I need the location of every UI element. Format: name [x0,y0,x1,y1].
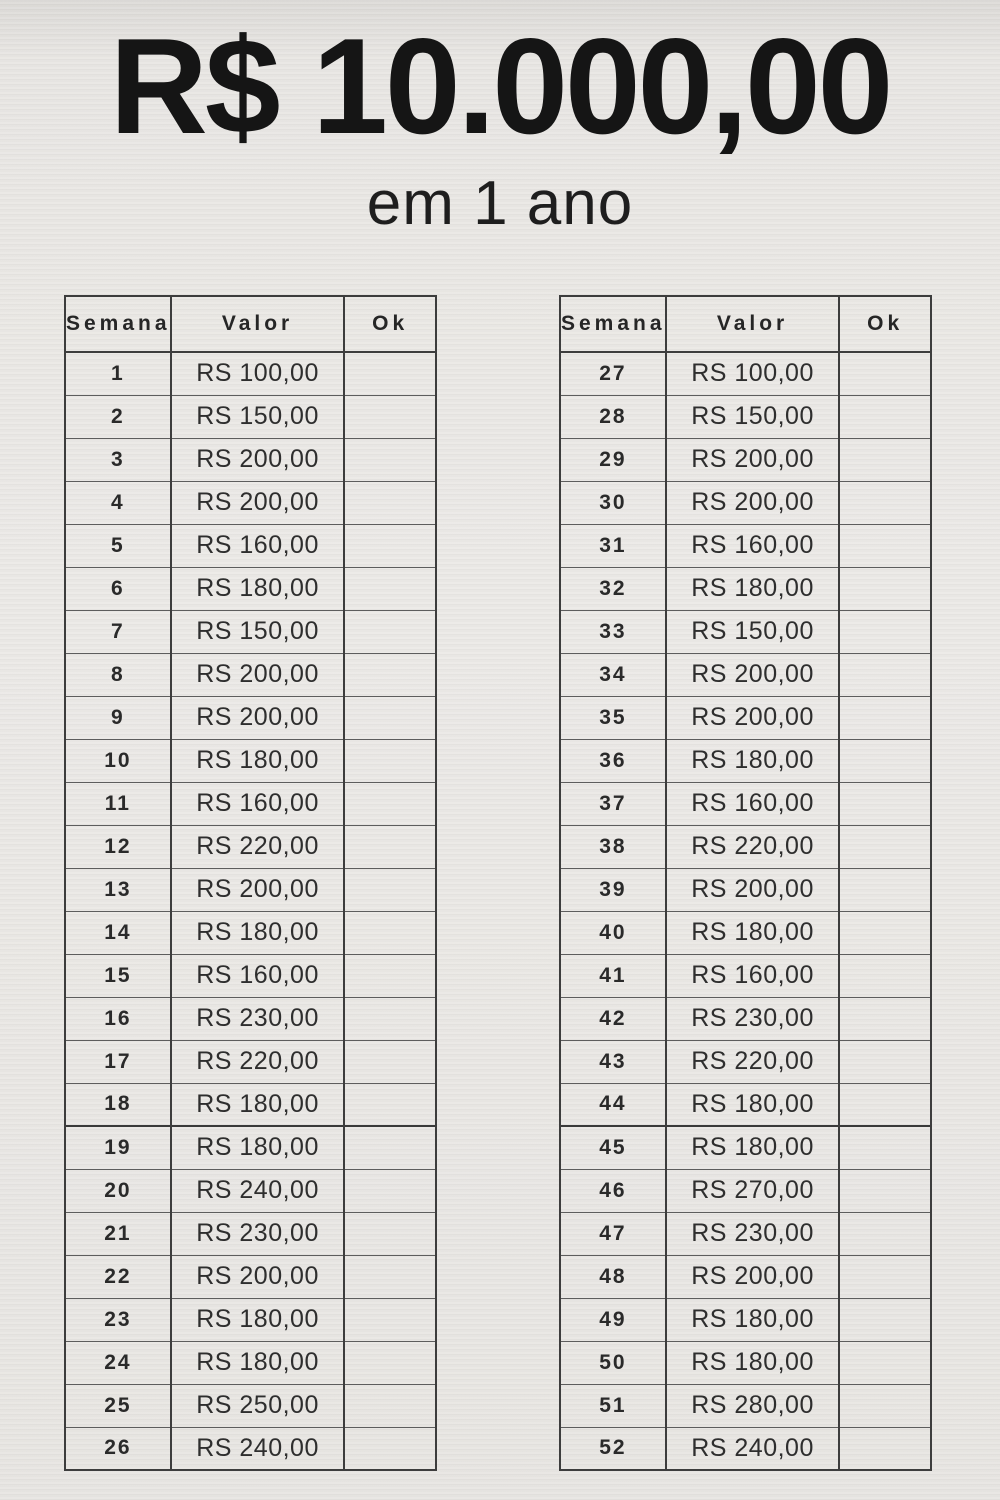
ok-cell [344,1040,436,1083]
table-row [560,524,931,567]
value-cell: RS 200,00 [171,653,345,696]
table-row [560,997,931,1040]
table-row [560,825,931,868]
value-cell: RS 180,00 [171,739,345,782]
value-cell: RS 240,00 [171,1169,345,1212]
ok-cell [839,567,931,610]
column-header-semana: Semana [560,296,666,352]
table-row [560,868,931,911]
column-header-semana: Semana [65,296,171,352]
week-cell: 26 [65,1427,171,1470]
ok-cell [839,481,931,524]
value-cell: RS 180,00 [666,1341,840,1384]
week-cell: 23 [65,1298,171,1341]
value-cell: RS 220,00 [666,1040,840,1083]
table-row [65,1427,436,1470]
page-subtitle: em 1 ano [366,169,634,238]
ok-cell [839,739,931,782]
ok-cell [839,997,931,1040]
value-cell: RS 180,00 [171,567,345,610]
value-cell: RS 160,00 [171,782,345,825]
week-cell: 3 [65,438,171,481]
week-cell: 38 [560,825,666,868]
value-cell: RS 180,00 [666,567,840,610]
week-cell: 27 [560,352,666,395]
week-cell: 50 [560,1341,666,1384]
ok-cell [344,739,436,782]
value-cell: RS 200,00 [666,481,840,524]
table-row [65,1255,436,1298]
ok-cell [839,1384,931,1427]
ok-cell [344,653,436,696]
value-cell: RS 200,00 [666,653,840,696]
ok-cell [839,1212,931,1255]
column-header-valor: Valor [171,296,345,352]
table-row [560,1427,931,1470]
value-cell: RS 180,00 [171,1083,345,1126]
value-cell: RS 200,00 [666,868,840,911]
week-cell: 14 [65,911,171,954]
value-cell: RS 200,00 [666,1255,840,1298]
value-cell: RS 180,00 [666,1083,840,1126]
value-cell: RS 180,00 [171,1126,345,1169]
value-cell: RS 200,00 [171,868,345,911]
table-row [560,610,931,653]
table-row [560,911,931,954]
week-cell: 4 [65,481,171,524]
week-cell: 48 [560,1255,666,1298]
week-cell: 35 [560,696,666,739]
week-cell: 5 [65,524,171,567]
week-cell: 29 [560,438,666,481]
week-cell: 25 [65,1384,171,1427]
week-cell: 37 [560,782,666,825]
table-row [65,739,436,782]
week-cell: 34 [560,653,666,696]
value-cell: RS 220,00 [171,825,345,868]
ok-cell [344,610,436,653]
value-cell: RS 200,00 [171,696,345,739]
ok-cell [839,352,931,395]
ok-cell [839,395,931,438]
table-header-row [65,296,436,352]
value-cell: RS 160,00 [666,782,840,825]
table-row [65,1169,436,1212]
value-cell: RS 200,00 [171,1255,345,1298]
table-row [65,481,436,524]
ok-cell [839,911,931,954]
value-cell: RS 180,00 [666,911,840,954]
week-cell: 6 [65,567,171,610]
ok-cell [344,352,436,395]
table-row [65,1040,436,1083]
ok-cell [839,524,931,567]
weeks-table-first-half [64,295,437,1471]
page-title: R$ 10.000,00 [109,10,891,162]
value-cell: RS 160,00 [171,524,345,567]
value-cell: RS 230,00 [666,1212,840,1255]
week-cell: 15 [65,954,171,997]
table-row [560,481,931,524]
week-cell: 41 [560,954,666,997]
table-row [560,782,931,825]
value-cell: RS 180,00 [171,911,345,954]
value-cell: RS 240,00 [171,1427,345,1470]
ok-cell [344,868,436,911]
week-cell: 36 [560,739,666,782]
value-cell: RS 160,00 [666,524,840,567]
ok-cell [344,481,436,524]
value-cell: RS 240,00 [666,1427,840,1470]
ok-cell [344,524,436,567]
week-cell: 20 [65,1169,171,1212]
week-cell: 52 [560,1427,666,1470]
table-row [65,567,436,610]
table-row [560,1255,931,1298]
ok-cell [344,1083,436,1126]
ok-cell [344,1169,436,1212]
ok-cell [839,1083,931,1126]
week-cell: 10 [65,739,171,782]
column-header-ok: Ok [839,296,931,352]
week-cell: 11 [65,782,171,825]
table-row [560,696,931,739]
value-cell: RS 180,00 [171,1298,345,1341]
value-cell: RS 180,00 [666,1298,840,1341]
table-row [560,739,931,782]
ok-cell [344,1255,436,1298]
week-cell: 17 [65,1040,171,1083]
table-row [560,438,931,481]
table-row [65,997,436,1040]
ok-cell [344,395,436,438]
value-cell: RS 200,00 [171,438,345,481]
table-row [65,524,436,567]
ok-cell [839,610,931,653]
value-cell: RS 270,00 [666,1169,840,1212]
week-cell: 28 [560,395,666,438]
value-cell: RS 150,00 [666,610,840,653]
value-cell: RS 180,00 [666,1126,840,1169]
week-cell: 2 [65,395,171,438]
table-row [65,610,436,653]
value-cell: RS 250,00 [171,1384,345,1427]
table-body [560,352,931,1470]
week-cell: 32 [560,567,666,610]
table-row [65,1341,436,1384]
ok-cell [839,1126,931,1169]
value-cell: RS 220,00 [666,825,840,868]
week-cell: 9 [65,696,171,739]
week-cell: 13 [65,868,171,911]
value-cell: RS 280,00 [666,1384,840,1427]
ok-cell [839,1255,931,1298]
table-row [65,696,436,739]
week-cell: 44 [560,1083,666,1126]
ok-cell [344,1427,436,1470]
table-row [65,782,436,825]
ok-cell [344,782,436,825]
table-row [560,352,931,395]
table-row [65,653,436,696]
table-row [560,395,931,438]
week-cell: 33 [560,610,666,653]
ok-cell [344,438,436,481]
ok-cell [344,1384,436,1427]
ok-cell [839,1040,931,1083]
ok-cell [344,1341,436,1384]
table-row [560,1341,931,1384]
table-row [560,1298,931,1341]
value-cell: RS 150,00 [171,610,345,653]
ok-cell [344,1212,436,1255]
ok-cell [839,696,931,739]
week-cell: 40 [560,911,666,954]
ok-cell [839,868,931,911]
value-cell: RS 150,00 [171,395,345,438]
table-row [65,868,436,911]
week-cell: 8 [65,653,171,696]
ok-cell [344,1298,436,1341]
table-row [65,1212,436,1255]
week-cell: 22 [65,1255,171,1298]
value-cell: RS 180,00 [171,1341,345,1384]
ok-cell [839,1341,931,1384]
week-cell: 1 [65,352,171,395]
table-row [560,1083,931,1126]
week-cell: 19 [65,1126,171,1169]
table-row [65,1298,436,1341]
week-cell: 49 [560,1298,666,1341]
value-cell: RS 200,00 [666,438,840,481]
ok-cell [839,1298,931,1341]
table-row [65,1083,436,1126]
table-row [65,1126,436,1169]
week-cell: 18 [65,1083,171,1126]
value-cell: RS 220,00 [171,1040,345,1083]
value-cell: RS 230,00 [171,997,345,1040]
ok-cell [839,653,931,696]
week-cell: 16 [65,997,171,1040]
value-cell: RS 200,00 [666,696,840,739]
table-row [560,1169,931,1212]
value-cell: RS 180,00 [666,739,840,782]
table-row [560,1384,931,1427]
tables-container [64,295,932,1471]
value-cell: RS 160,00 [171,954,345,997]
week-cell: 51 [560,1384,666,1427]
table-row [560,653,931,696]
value-cell: RS 230,00 [171,1212,345,1255]
value-cell: RS 150,00 [666,395,840,438]
week-cell: 42 [560,997,666,1040]
value-cell: RS 200,00 [171,481,345,524]
table-row [65,911,436,954]
week-cell: 12 [65,825,171,868]
week-cell: 7 [65,610,171,653]
week-cell: 46 [560,1169,666,1212]
value-cell: RS 100,00 [171,352,345,395]
ok-cell [839,825,931,868]
ok-cell [344,567,436,610]
value-cell: RS 100,00 [666,352,840,395]
table-row [560,1126,931,1169]
weeks-table-second-half [559,295,932,1471]
table-row [65,438,436,481]
table-row [65,954,436,997]
week-cell: 43 [560,1040,666,1083]
column-header-valor: Valor [666,296,840,352]
week-cell: 30 [560,481,666,524]
table-row [560,567,931,610]
week-cell: 47 [560,1212,666,1255]
week-cell: 24 [65,1341,171,1384]
table-row [65,825,436,868]
table-header-row [560,296,931,352]
ok-cell [344,696,436,739]
ok-cell [344,997,436,1040]
value-cell: RS 230,00 [666,997,840,1040]
table-row [560,1040,931,1083]
value-cell: RS 160,00 [666,954,840,997]
table-row [65,1384,436,1427]
ok-cell [839,954,931,997]
ok-cell [344,825,436,868]
table-row [65,395,436,438]
ok-cell [344,954,436,997]
column-header-ok: Ok [344,296,436,352]
week-cell: 39 [560,868,666,911]
ok-cell [839,1169,931,1212]
ok-cell [839,1427,931,1470]
table-row [560,1212,931,1255]
table-row [560,954,931,997]
ok-cell [344,1126,436,1169]
week-cell: 45 [560,1126,666,1169]
ok-cell [839,438,931,481]
week-cell: 31 [560,524,666,567]
table-body [65,352,436,1470]
ok-cell [344,911,436,954]
week-cell: 21 [65,1212,171,1255]
table-row [65,352,436,395]
ok-cell [839,782,931,825]
